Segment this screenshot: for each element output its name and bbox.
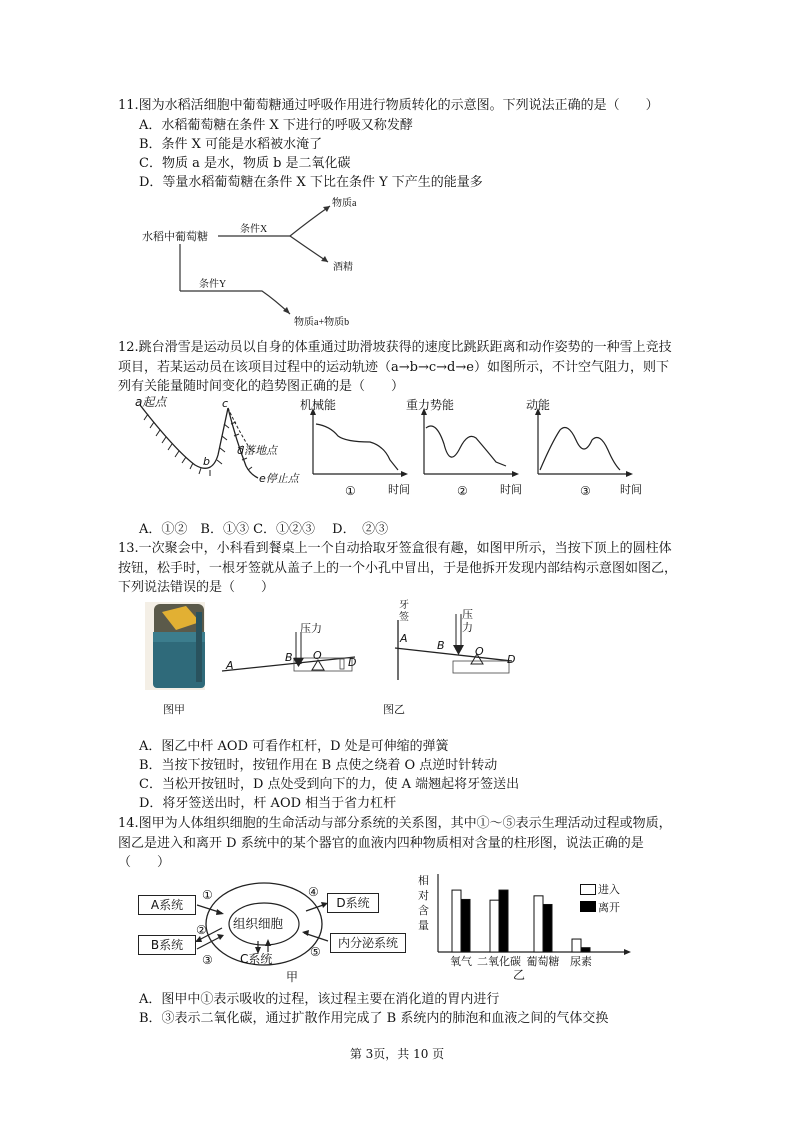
- q12-graph3-ylabel: 动能: [526, 398, 551, 412]
- chart-x-arrow: [624, 949, 631, 955]
- q13-point-a-2: A: [400, 632, 408, 645]
- bar-2-1: [543, 904, 552, 952]
- q12-stem: 12.跳台滑雪是运动员以自身的体重通过助滑坡获得的速度比跳跃距离和动作姿势的一种雪上竞技项目，若某运动员在该项目过程中的运动轨迹（a→b→c→d→e）如图所示，不计空气阻力，则下列有关能量随时间变化的趋势图正确的是（ ）: [118, 340, 672, 394]
- tick-label-3: 尿素: [570, 955, 592, 968]
- q13-point-o-2: O: [475, 645, 484, 658]
- q14-option-a[interactable]: A．图甲中①表示吸收的过程，该过程主要在消化道的胃内进行: [139, 992, 500, 1007]
- q11-cond-x-label: 条件X: [240, 224, 268, 235]
- q12-track-label-a: a起点: [135, 395, 167, 409]
- legend-label-out: 离开: [598, 901, 620, 914]
- q11-option-d[interactable]: D．等量水稻葡萄糖在条件 X 下比在条件 Y 下产生的能量多: [139, 175, 483, 190]
- q13-force-label-2: 压力: [462, 608, 473, 634]
- q13-fig-jia-caption: 图甲: [163, 703, 185, 716]
- q12-track-label-e: e停止点: [259, 472, 299, 485]
- bar-0-0: [452, 890, 461, 952]
- q11-option-a[interactable]: A．水稻葡萄糖在条件 X 下进行的呼吸又称发酵: [139, 118, 413, 133]
- q13-point-o-1: O: [313, 649, 322, 662]
- q13-point-b-1: B: [285, 651, 293, 664]
- q13-force-label-1: 压力: [300, 622, 322, 635]
- q12-graph2-number: ②: [457, 484, 468, 498]
- q14-fig-jia-caption: 甲: [286, 970, 299, 984]
- q13-fig-yi-caption: 图乙: [383, 703, 405, 716]
- chart-ylabel: 相对含量: [418, 874, 429, 932]
- q14-system-c-label: C系统: [240, 952, 273, 966]
- q13-option-b[interactable]: B．当按下按钮时，按钮作用在 B 点使之绕着 O 点逆时针转动: [139, 758, 498, 773]
- q13-toothpick-label: 牙签: [399, 600, 409, 623]
- q11-out-ab-label: 物质a+物质b: [294, 317, 350, 328]
- q13-stem: 13.一次聚会中，小科看到餐桌上一个自动拾取牙签盒很有趣，如图甲所示，当按下顶上的圆柱体按钮，松手时，一根牙签就从盖子上的一个小孔中冒出，于是他拆开发现内部结构示意图如图乙，下列说法错误的是（ ）: [118, 541, 678, 595]
- q12-track-label-b: b: [203, 455, 210, 468]
- bar-2-0: [534, 896, 543, 952]
- q11-source-label: 水稻中葡萄糖: [142, 231, 208, 243]
- q14-system-b-box: B系统: [138, 935, 196, 955]
- q11-out-alcohol-label: 酒精: [333, 262, 353, 273]
- q12-graph1-xlabel: 时间: [388, 483, 410, 496]
- bar-3-1: [581, 948, 590, 952]
- q11-cond-y-label: 条件Y: [199, 279, 227, 290]
- q11-out-a-label: 物质a: [332, 198, 357, 209]
- q13-option-d[interactable]: D．将牙签送出时，杆 AOD 相当于省力杠杆: [139, 796, 397, 811]
- bar-3-0: [572, 939, 581, 952]
- legend-label-in: 进入: [598, 883, 620, 896]
- legend-swatch-out: [580, 901, 596, 912]
- q12-graph1-number: ①: [345, 484, 356, 498]
- q12-track-label-d: d落地点: [237, 444, 277, 457]
- q14-system-d-box: D系统: [327, 893, 379, 913]
- q14-stem: 14.图甲为人体组织细胞的生命活动与部分系统的关系图，其中①～⑤表示生理活动过程或物质，图乙是进入和离开 D 系统中的某个器官的血液内四种物质相对含量的柱形图，说法正确的是（ ）: [118, 816, 672, 870]
- q14-option-b[interactable]: B．③表示二氧化碳，通过扩散作用完成了 B 系统内的肺泡和血液之间的气体交换: [139, 1011, 609, 1026]
- q14-system-a-box: A系统: [138, 895, 196, 915]
- q12-graph2-ylabel: 重力势能: [406, 398, 455, 412]
- q11-option-c[interactable]: C．物质 a 是水，物质 b 是二氧化碳: [139, 156, 351, 171]
- q13-point-a-1: A: [226, 659, 234, 672]
- bar-1-0: [490, 900, 499, 952]
- q12-track-label-c: c: [222, 397, 229, 410]
- q12-graph1-ylabel: 机械能: [300, 398, 337, 412]
- q13-point-d-1: D: [348, 656, 357, 669]
- tick-label-1: 二氧化碳: [477, 955, 521, 968]
- q14-num-3: ③: [202, 953, 213, 967]
- tick-label-0: 氧气: [450, 955, 472, 968]
- q12-graph3-xlabel: 时间: [620, 483, 642, 496]
- q12-graph3-number: ③: [580, 484, 591, 498]
- q14-num-1: ①: [202, 888, 213, 902]
- q13-option-a[interactable]: A．图乙中杆 AOD 可看作杠杆，D 处是可伸缩的弹簧: [139, 739, 449, 754]
- page-footer: 第 3页，共 10 页: [349, 1047, 445, 1061]
- q14-endocrine-box: 内分泌系统: [330, 933, 406, 953]
- q14-num-4: ④: [308, 885, 319, 899]
- q11-option-b[interactable]: B．条件 X 可能是水稻被水淹了: [139, 137, 323, 152]
- tick-label-2: 葡萄糖: [526, 955, 560, 968]
- q14-num-2: ②: [196, 923, 207, 937]
- q11-stem: 11.图为水稻活细胞中葡萄糖通过呼吸作用进行物质转化的示意图。下列说法正确的是（ ）: [118, 98, 659, 113]
- bar-0-1: [461, 899, 470, 952]
- q12-options[interactable]: A．①② B．①③ C．①②③ D． ②③: [139, 522, 389, 537]
- legend-swatch-in: [580, 884, 596, 895]
- q14-num-5: ⑤: [310, 945, 321, 959]
- q12-graph2-xlabel: 时间: [500, 483, 522, 496]
- q14-tissue-cell-label: 组织细胞: [233, 916, 284, 931]
- q13-point-b-2: B: [437, 639, 445, 652]
- bar-1-1: [499, 890, 508, 952]
- q13-point-d-2: D: [507, 653, 516, 666]
- chart-xlabel: 乙: [513, 968, 526, 982]
- q13-option-c[interactable]: C．当松开按钮时，D 点处受到向下的力，使 A 端翘起将牙签送出: [139, 777, 520, 792]
